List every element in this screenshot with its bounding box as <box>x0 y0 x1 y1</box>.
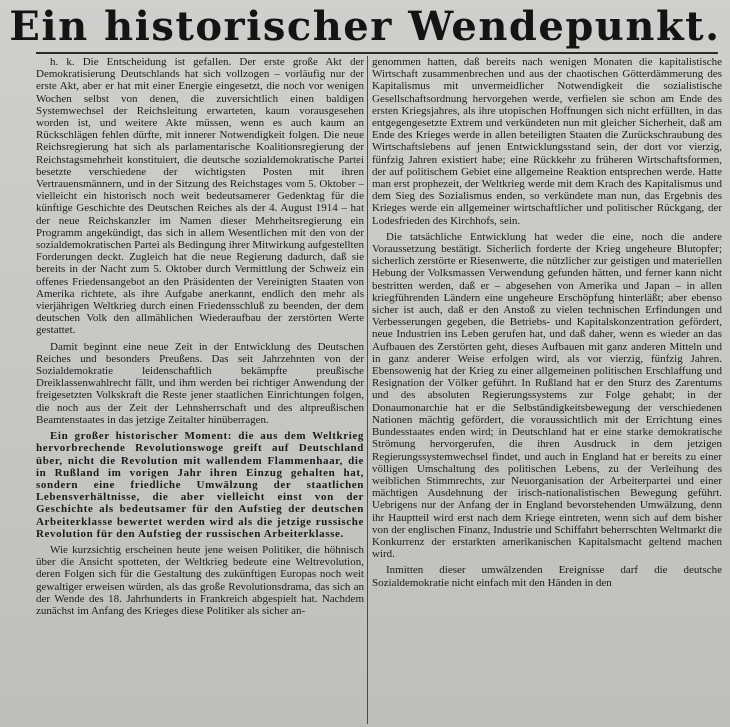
paragraph: genommen hatten, daß bereits nach wenigen Monaten die kapitalistische Wirtschaft zusammenbrechen und aus der chaotischen Götterdämmerung des Kapitalismus mit unvermeidlicher Notwendigkeit die sozialistische Gesellschaftsordnung hervorgehen werde, verfielen sie schon am Ende des ersten Kriegsjahres, als ihre utopischen Hoffnungen sich nicht erfüllten, in das entgegengesetzte Extrem und verkündeten nun mit gleicher Sicherheit, daß am Ende des Krieges werde in allen beteiligten Staaten die Zurückschraubung des Wirtschaftslebens auf jenen Entwicklungsstand sein, der dort vor vierzig, fünfzig Jahren existiert habe; eine Rückkehr zu früheren Wirtschaftsformen, der auf politischem Gebiet eine allgemeine Reaktion entsprechen werde. Hatte man erst prophezeit, der Weltkrieg werde mit dem Krach des Kapitalismus und dem Sieg des Sozialismus enden, so verkündete man nun, das Ergebnis des Krieges werde ein allgemeiner wirtschaftlicher und politischer Rückgang, der Lodesfrieden des Kirchhofs, sein. <box>372 56 722 227</box>
column-divider <box>367 56 368 724</box>
paragraph: h. k. Die Entscheidung ist gefallen. Der erste große Akt der Demokratisierung Deutschlands hat sich vollzogen – vorläufig nur der erste Akt, aber er hat mit einer Energie eingesetzt, die noch vor wenigen Wochen selbst von denen, die zuversichtlich einen baldigen Systemwechsel der Reichsleitung erwarteten, kaum vorausgesehen worden ist, und weitere Akte müssen, wenn es auch kaum an Rückschlägen fehlen dürfte, mit innerer Notwendigkeit folgen. Die neue Reichsregierung hat sich als parlamentarische Koalitionsregierung der Reichstagsmehrheit konstituiert, die deutsche sozialdemokratische Partei besetzte verschiedene der wichtigsten Posten mit ihren Vertrauensmännern, und in der Sitzung des Reichstages vom 5. Oktober – vielleicht ein historisch noch weit bedeutsamerer Gedenktag für die künftige Geschichte des Deutschen Reiches als der 4. August 1914 – hat der neue Reichskanzler im Namen dieser Mehrheitsregierung ein Programm angekündigt, das sich in allem Wesentlichen mit den von der sozialdemokratischen Partei als Bedingung ihrer Mitwirkung aufgestellten Forderungen deckt. Zugleich hat die neue Regierung dadurch, daß sie bereits in der Nacht zum 5. Oktober durch Vermittlung der Schweiz ein offenes Friedensangebot an den Präsidenten der Vereinigten Staaten von Amerika richtete, als ihre Aufgabe anerkannt, endlich den mehr als vierjährigen Weltkrieg durch einen Friedensschluß zu beenden, der dem deutschen Volk den allmählichen Wiederaufbau der zerstörten Werte gestattet. <box>36 56 364 337</box>
article-column-left <box>36 56 364 724</box>
paragraph: Damit beginnt eine neue Zeit in der Entwicklung des Deutschen Reiches und besonders Preußens. Das seit Jahrzehnten von der Sozialdemokratie leidenschaftlich bekämpfte preußische Dreiklassenwahlrecht fällt, und ihm werden bei richtiger Anwendung der freigesetzten Volkskraft die Reste jener staatlichen Einrichtungen folgen, die noch aus der Zeit der Lehnsherrschaft und des altpreußischen Beamtenstaates in das jetzige Zeitalter hinüberragen. <box>36 340 364 426</box>
paragraph: Wie kurzsichtig erscheinen heute jene weisen Politiker, die höhnisch über die Ansicht spotteten, der Weltkrieg bedeute eine Weltrevolution, deren Folgen sich für die Gestaltung des zukünftigen Europas noch weit gewaltiger erweisen würden, als das große Revolutionsdrama, das sich an der Wende des 18. Jahrhunderts in Frankreich abgespielt hat. Nachdem zunächst im Anfang des Krieges diese Politiker als sicher an- <box>36 543 364 617</box>
paragraph: Inmitten dieser umwälzenden Ereignisse darf die deutsche Sozialdemokratie nicht einfach mit den Händen in den <box>372 564 722 589</box>
article-column-right <box>372 56 722 724</box>
headline-rule <box>36 52 718 54</box>
paragraph: Die tatsächliche Entwicklung hat weder die eine, noch die andere Voraussetzung bestätigt. Sicherlich forderte der Krieg ungeheure Blutopfer; sicherlich zerstörte er Riesenwerte, die nützlicher zur geistigen und materiellen Hebung der Volksmassen Verwendung gefunden hätten, und ferner kann nicht bestritten werden, daß er – abgesehen von Amerika und Japan – in allen kriegführenden Ländern eine ungeheure Erschöpfung hinterläßt; aber ebenso sicher ist auch, daß er den Anstoß zu vielen technischen Erfindungen und Verbesserungen gegeben, die Betriebs- und Kapitalskonzentration gefördert, neue Industrien ins Leben gerufen hat, und daß daher, wenn es wieder an das Aufbauen des Zerstörten geht, dieses Aufbauen mit ganz anderen Mitteln und in ganz anderer Weise erfolgen wird, als vor vierzig, fünfzig Jahren. Ebensowenig hat der Krieg zu einer allgemeinen politischen Erschlaffung und Resignation der Völker geführt. In Rußland hat er den Sturz des Zarentums und des absoluten Regierungssystems zur Folge gehabt; in der Donaumonarchie hat er die Selbständigkeitsbewegung der verschiedenen Nationen mächtig gefördert, die voraussichtlich mit der Errichtung eines Bundesstaates enden wird; in Deutschland hat er eine starke demokratische Strömung hervorgerufen, die ihren Ausdruck in dem jetzigen Regierungssystemwechsel findet, und auch in England hat er bereits zu einer völligen Umschaltung des politischen Lebens, zu der Verleihung des weiblichen Stimmrechts, zur Neuorganisation der Arbeiterpartei und einer mächtigen Ausdehnung der irisch-nationalistischen Bewegung geführt. Uebrigens nur der Anfang der in England bevorstehenden Umwälzung, denn ihr Hauptteil wird erst nach dem Kriege eintreten, wenn sich auf dem bisher von der englischen Finanz, Industrie und Schiffahrt beherrschten Weltmarkt die Konkurrenz der erstarkten amerikanischen Kapitalsmacht geltend machen wird. <box>372 230 722 561</box>
headline: Ein historischer Wendepunkt. <box>9 3 721 50</box>
paragraph: Ein großer historischer Moment: die aus dem Weltkrieg hervorbrechende Revolutionswoge greift auf Deutschland über, nicht die Revolution mit wallendem Flammenhaar, die in Rußland im vorigen Jahr ihren Einzug gehalten hat, sondern eine friedliche Umwälzung der staatlichen Lebensverhältnisse, die aber vielleicht einst von der Geschichte als bedeutsamer für den Aufstieg der deutschen Arbeiterklasse bewertet werden wird als die jetzige russische Revolution für den Aufstieg der russischen Arbeiterklasse. <box>36 430 364 540</box>
